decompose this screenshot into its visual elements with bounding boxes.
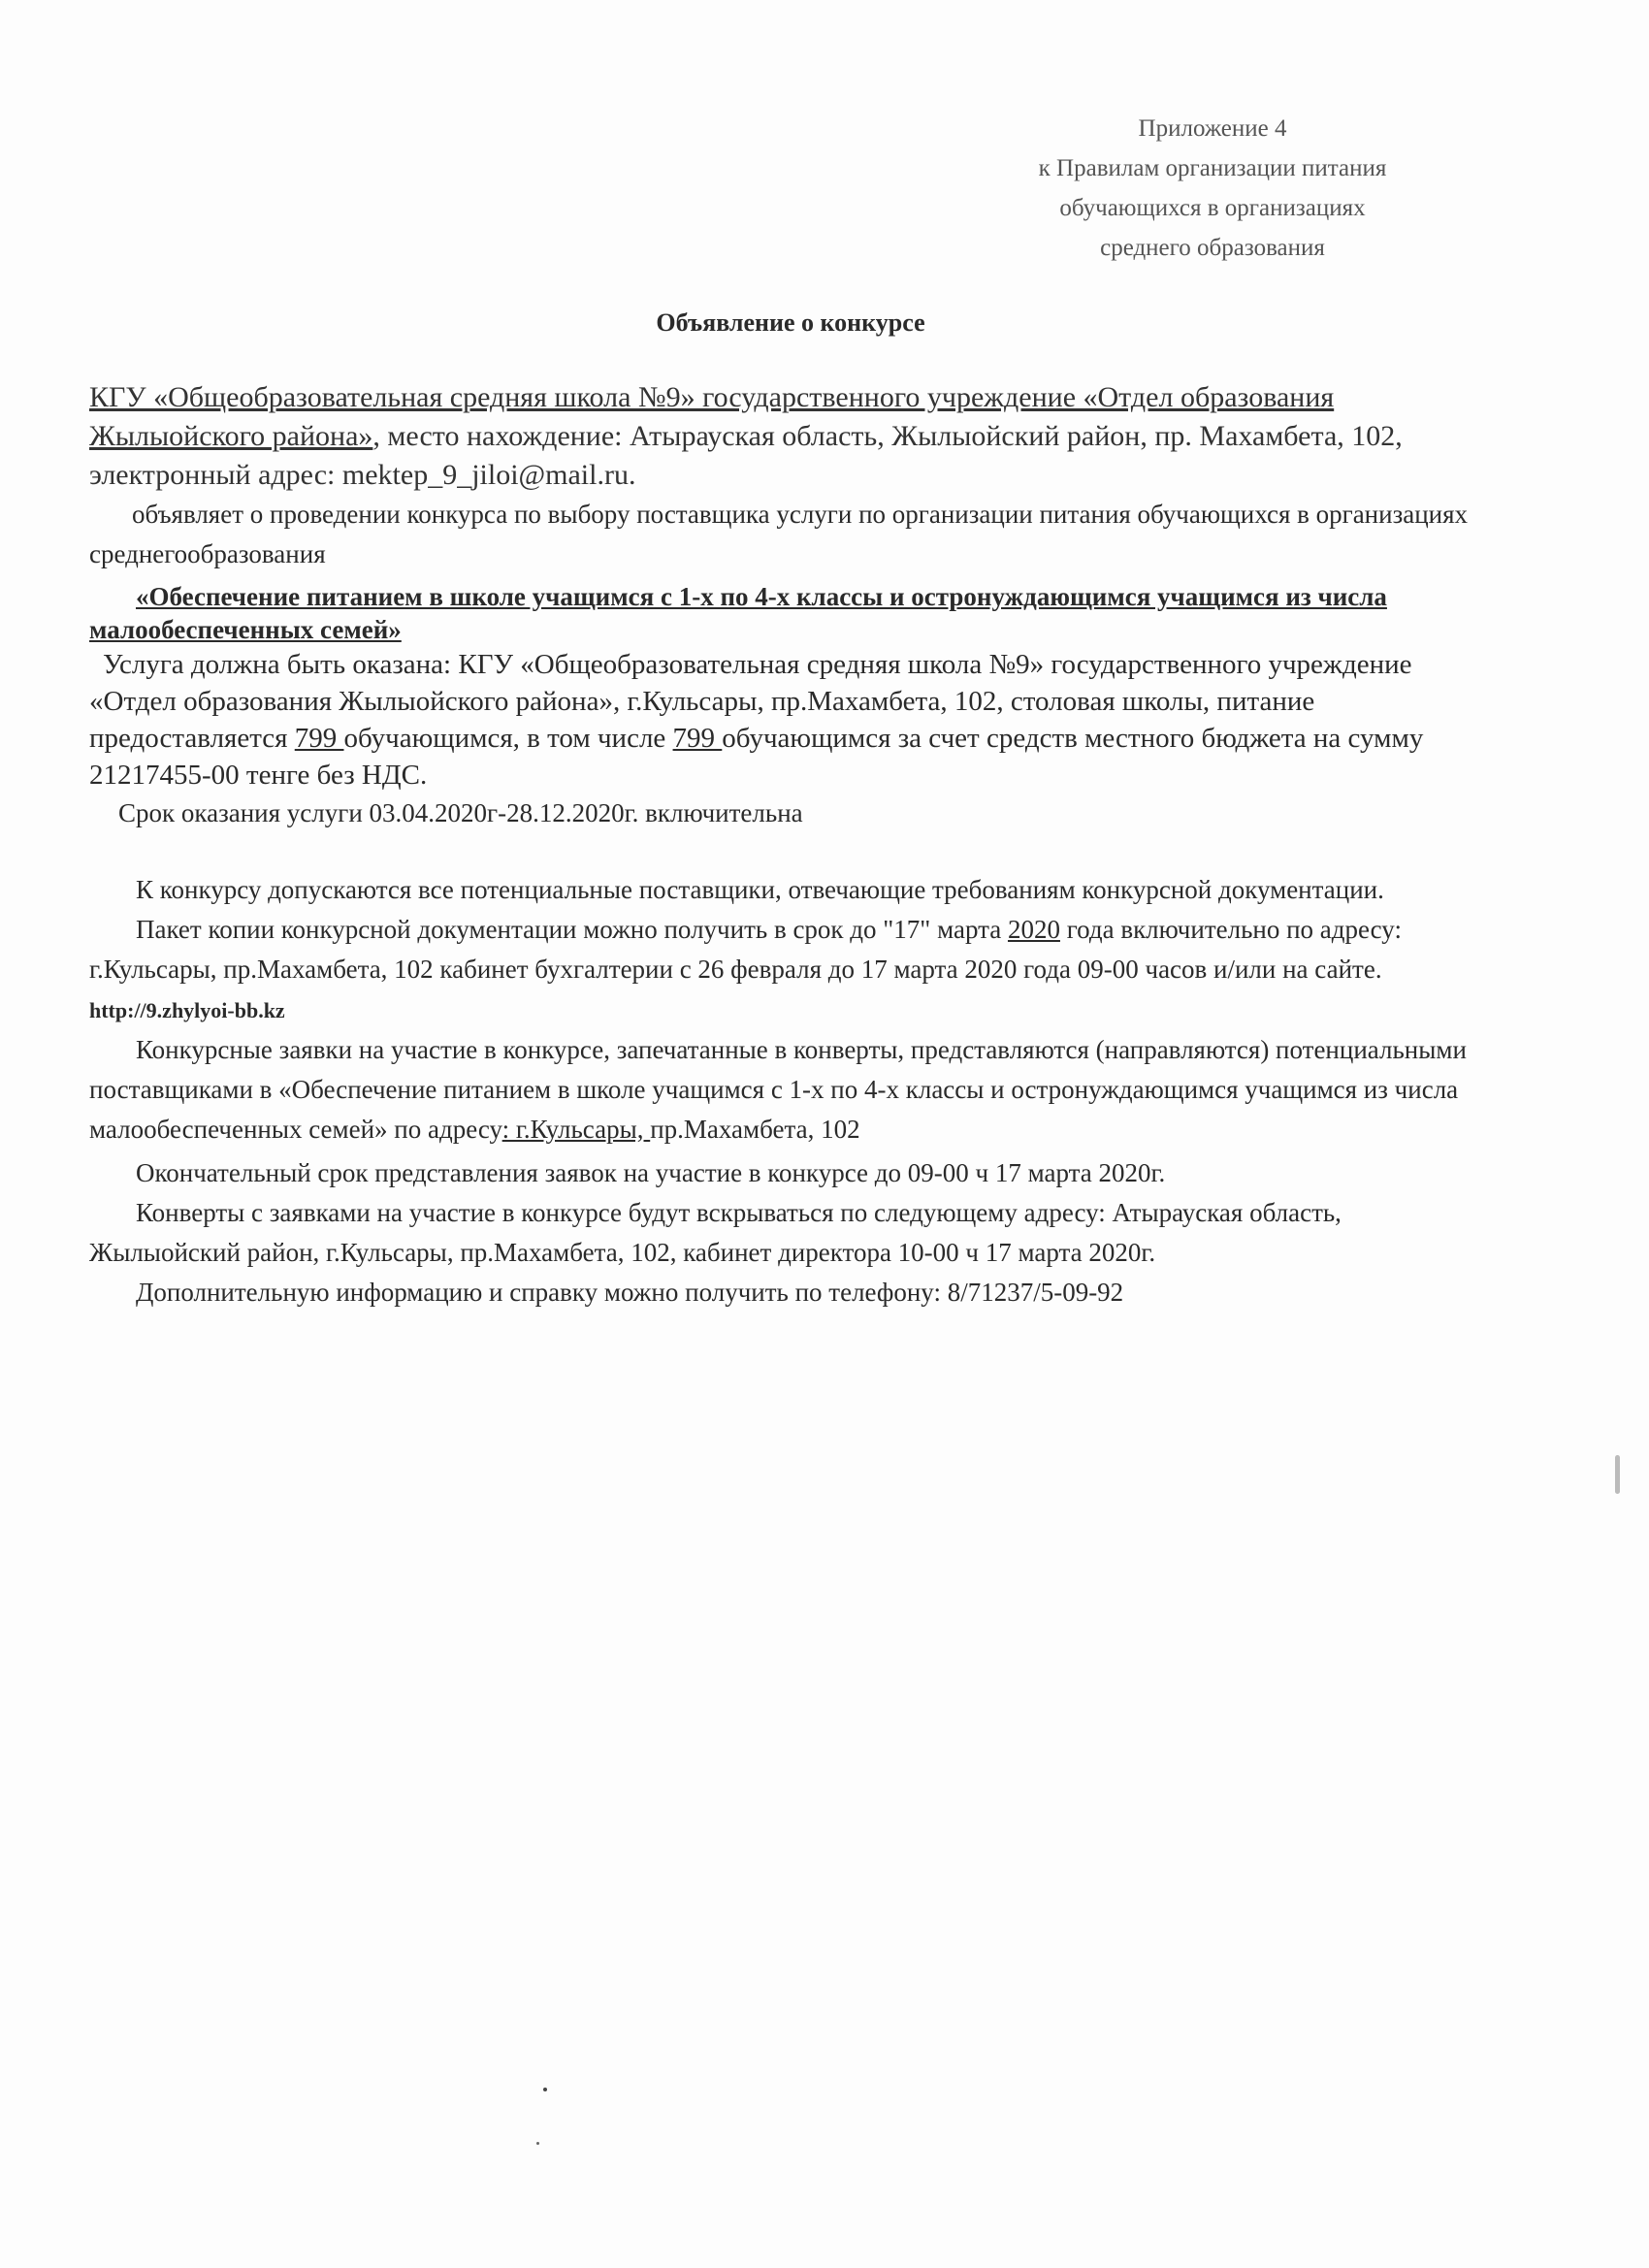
announce-paragraph: объявляет о проведении конкурса по выбору поставщика услуги по организации питания обучающихся в организациях среднегообразования: [89, 500, 1469, 568]
package-year: 2020: [1007, 915, 1060, 944]
document-body: [89, 378, 1496, 1312]
organization-email: mektep_9_jiloi@mail.ru.: [341, 459, 636, 491]
subject-paragraph: «Обеспечение питанием в школе учащимся с 1-х по 4-х классы и остронуждающимся учащимся из числа малообеспеченных семей»: [89, 582, 1387, 644]
admission-paragraph: К конкурсу допускаются все потенциальные поставщики, отвечающие требованиям конкурсной документации.: [136, 875, 1384, 904]
opening-paragraph: Конверты с заявками на участие в конкурсе будут вскрываться по следующему адресу: Атырауская область, Жылыойский район, г.Кульсары, пр.Махамбета, 102, кабинет директора 10-00 ч 17 марта 2020г.: [89, 1198, 1342, 1267]
organization-location: , место нахождение: Атырауская область, Жылыойский район, пр. Махамбета, 102, электронный адрес:: [89, 420, 1403, 491]
appendix-line-4: среднего образования: [1100, 235, 1325, 261]
service-count-1: 799: [294, 723, 344, 754]
scan-artifact: [1615, 1455, 1620, 1494]
appendix-line-1: Приложение 4: [1138, 115, 1287, 142]
service-text-3: обучающимся за счет средств местного бюджета на сумму 21217455-00 тенге без НДС.: [89, 723, 1424, 791]
package-website-link[interactable]: http://9.zhylyoi-bb.kz: [89, 998, 285, 1022]
service-count-2: 799: [672, 723, 723, 754]
contact-paragraph: Дополнительную информацию и справку можно получить по телефону: 8/71237/5-09-92: [136, 1278, 1124, 1307]
spacer: [89, 833, 1496, 870]
applications-text-1: Конкурсные заявки на участие в конкурсе, запечатанные в конверты, представляются (направляются) потенциальными поставщиками в «Обеспечение питанием в школе учащимся с 1-х по 4-х классы и остронуждающимся учащимся из числа малообеспеченных семей» по адресу: [89, 1035, 1467, 1144]
document-title: Объявление о конкурсе: [656, 308, 925, 337]
appendix-line-3: обучающихся в организациях: [1059, 195, 1366, 221]
appendix-line-2: к Правилам организации питания: [1038, 155, 1387, 181]
applications-city: : г.Кульсары,: [501, 1115, 651, 1144]
organization-name: КГУ «Общеобразовательная средняя школа №9» государственного учреждение «Отдел образования Жылыойского района»: [89, 381, 1335, 452]
package-text-2: года включительно по адресу: г.Кульсары, пр.Махамбета, 102 кабинет бухгалтерии с 26 февраля до 17 марта 2020 года 09-00 часов и/или на сайте.: [89, 915, 1402, 984]
service-text-2: обучающимся, в том числе: [343, 723, 673, 754]
applications-paragraph: [89, 1030, 1496, 1150]
organization-paragraph: [89, 378, 1496, 495]
package-text-1: Пакет копии конкурсной документации можно получить в срок до "17" марта: [136, 915, 1008, 944]
scan-speck: [543, 2088, 547, 2091]
term-paragraph: Срок оказания услуги 03.04.2020г-28.12.2020г. включительна: [118, 798, 803, 827]
package-paragraph: [89, 910, 1496, 1030]
service-paragraph: [89, 646, 1496, 794]
applications-text-2: пр.Махамбета, 102: [650, 1115, 860, 1144]
service-text-1: Услуга должна быть оказана: КГУ «Общеобразовательная средняя школа №9» государственного учреждение «Отдел образования Жылыойского района», г.Кульсары, пр.Махамбета, 102, столовая школы, питание предоставляется: [89, 649, 1412, 754]
scan-speck: [536, 2142, 539, 2145]
deadline-paragraph: Окончательный срок представления заявок на участие в конкурсе до 09-00 ч 17 марта 2020г.: [136, 1158, 1166, 1187]
appendix-header: [970, 109, 1455, 268]
